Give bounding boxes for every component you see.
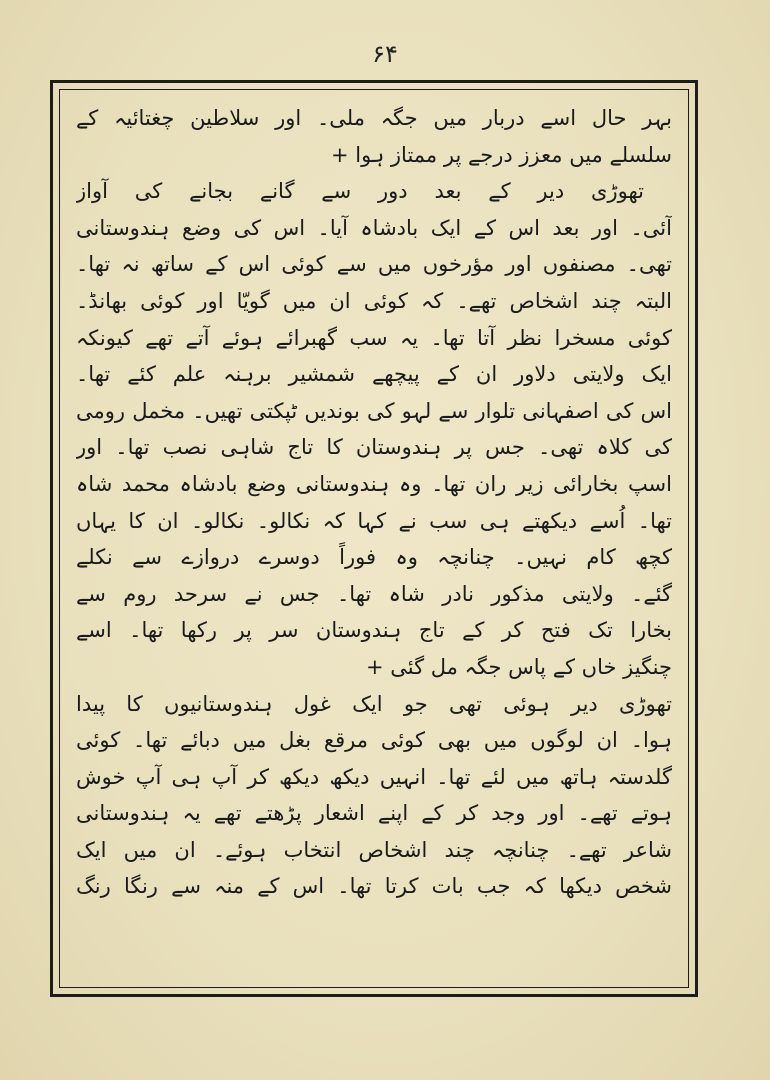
text-line: کی کلاہ تھی۔ جس پر ہندوستان کا تاج شاہی نصب تھا۔ اور [76, 435, 672, 460]
text-line: گلدستہ ہاتھ میں لئے تھا۔ انہیں دیکھ دیکھ کر آپ ہی آپ خوش [76, 764, 672, 789]
text-line: ہوتے تھے۔ اور وجد کر کے اپنے اشعار پڑھتے تھے یہ ہندوستانی [76, 801, 672, 826]
page-border-outer [50, 80, 698, 997]
text-line: اسپ بخارائی زیر ران تھا۔ وہ ہندوستانی وضع بادشاہ محمد شاہ [76, 471, 672, 496]
text-line: گئے۔ ولایتی مذکور نادر شاہ تھا۔ جس نے سرحد روم سے [76, 581, 672, 606]
text-line: ہوا۔ ان لوگوں میں بھی کوئی مرقع بغل میں دبائے تھا۔ کوئی [76, 728, 672, 753]
text-line: تھوڑی دیر ہوئی تھی جو ایک غول ہندوستانیوں کا پیدا [76, 691, 672, 716]
text-line: بخارا تک فتح کر کے تاج ہندوستان سر پر رکھا تھا۔ اسے [76, 618, 672, 643]
page-border-inner [59, 89, 689, 988]
page-number: ۶۴ [372, 40, 398, 68]
text-line: تھی۔ مصنفوں اور مؤرخوں میں سے کوئی اس کے ساتھ نہ تھا۔ [76, 252, 672, 277]
text-line: اس کی اصفہانی تلوار سے لہو کی بوندیں ٹپکتی تھیں۔ مخمل رومی [76, 398, 672, 423]
text-line: چنگیز خاں کے پاس جگہ مل گئی + [365, 654, 672, 679]
text-line: آئی۔ اور بعد اس کے ایک بادشاہ آیا۔ اس کی وضع ہندوستانی [76, 215, 672, 240]
text-line: کوئی مسخرا نظر آتا تھا۔ یہ سب گھبرائے ہوئے آتے تھے کیونکہ [76, 325, 672, 350]
text-line: کچھ کام نہیں۔ چنانچہ وہ فوراً دوسرے دروازے سے نکلے [76, 545, 672, 570]
text-line: بہر حال اسے دربار میں جگہ ملی۔ اور سلاطین چغتائیہ کے [76, 106, 672, 130]
text-line: شخص دیکھا کہ جب بات کرتا تھا۔ اس کے منہ سے رنگا رنگ [76, 874, 672, 899]
text-line: سلسلے میں معزز درجے پر ممتاز ہوا + [330, 142, 672, 167]
text-line: شاعر تھے۔ چنانچہ چند اشخاص انتخاب ہوئے۔ ان میں ایک [76, 837, 672, 862]
text-line: ایک ولایتی دلاور ان کے پیچھے شمشیر برہنہ علم کئے تھا۔ [76, 362, 672, 387]
text-line: تھوڑی دیر کے بعد دور سے گانے بجانے کی آواز [76, 179, 644, 204]
text-line: البتہ چند اشخاص تھے۔ کہ کوئی ان میں گویّا اور کوئی بھانڈ۔ [76, 288, 672, 313]
body-text [76, 100, 672, 905]
text-line: تھا۔ اُسے دیکھتے ہی سب نے کہا کہ نکالو۔ نکالو۔ ان کا یہاں [76, 508, 672, 533]
